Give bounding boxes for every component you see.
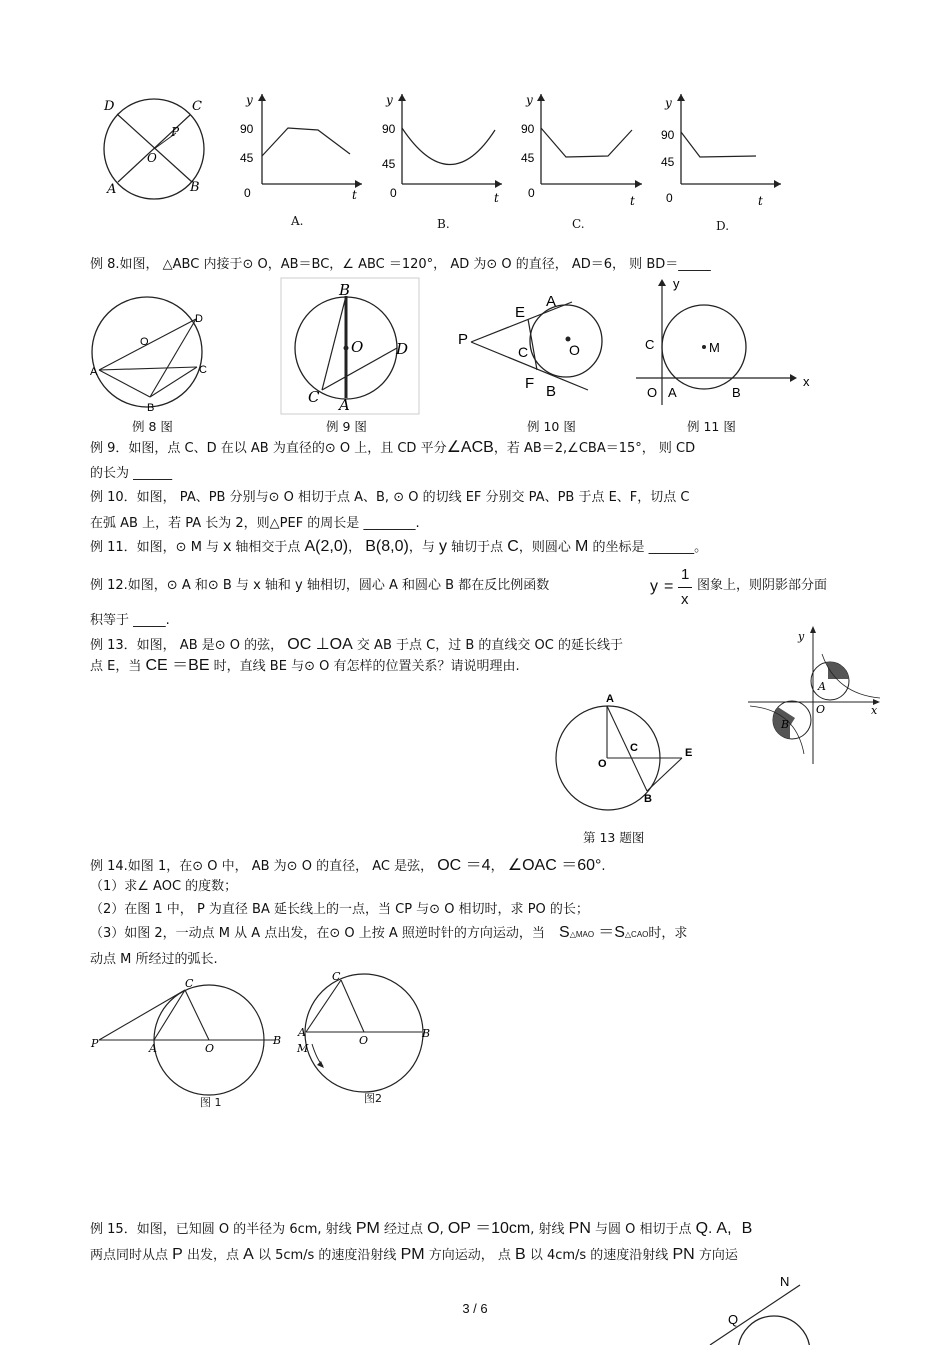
- graph-b-caption: B.: [437, 217, 450, 231]
- example-9-line-2: 的长为 ______: [90, 466, 173, 481]
- graph-a-45: 45: [240, 151, 254, 165]
- fig11-b: B: [732, 385, 741, 400]
- fig9-c: C: [308, 388, 320, 406]
- fig12-b: B: [781, 718, 790, 731]
- graph-d-45: 45: [661, 155, 675, 169]
- fig9-b: B: [339, 281, 351, 299]
- label-o: O: [147, 151, 157, 165]
- fig10-o: O: [569, 342, 580, 358]
- example-13-line-1: 例 13．如图， AB 是⊙ O 的弦， OC ⊥OA 交 AB 于点 C，过 B 的直线交 OC 的延长线于: [90, 636, 623, 653]
- graph-a: [240, 93, 362, 202]
- fig8-caption: 例 8 图: [132, 419, 173, 434]
- inverse-function-formula: y = 1 x: [650, 566, 694, 610]
- fig14-1-c: C: [185, 977, 194, 990]
- fig10-a: A: [546, 293, 557, 310]
- chord-circle-figure: [103, 99, 204, 199]
- graph-c-y: y: [526, 93, 533, 107]
- fig14-1-o: O: [205, 1042, 215, 1055]
- fig11-x: x: [803, 374, 810, 389]
- fig9-d: D: [396, 340, 409, 358]
- example-14-q3: （3）如图 2，一动点 M 从 A 点出发，在⊙ O 上按 A 照逆时针的方向运动，当 S△MAO ＝S△CAO时，求: [90, 924, 688, 941]
- fig14-2-caption: 图2: [364, 1092, 382, 1105]
- fig8-o: O: [140, 336, 149, 348]
- graph-d-zero: 0: [666, 191, 673, 205]
- fig11-y: y: [673, 276, 680, 291]
- graph-d-t: t: [758, 194, 763, 208]
- fig11-a: A: [668, 385, 677, 400]
- fig13-e: E: [685, 747, 693, 759]
- fig10-c: C: [518, 344, 529, 360]
- fig14-2-a: A: [298, 1026, 306, 1039]
- figure-8: [90, 297, 207, 414]
- fig11-caption: 例 11 图: [687, 419, 736, 434]
- figure-14-2: [296, 970, 430, 1092]
- graph-b-45: 45: [382, 157, 396, 171]
- graph-c: [521, 93, 642, 208]
- graph-c-t: t: [630, 194, 635, 208]
- example-10-line-2: 在弧 AB 上，若 PA 长为 2，则△PEF 的周长是 ________.: [90, 516, 420, 531]
- graph-b-zero: 0: [390, 186, 397, 200]
- figure-12: [740, 622, 890, 772]
- label-b: B: [190, 180, 200, 195]
- label-a: A: [107, 182, 117, 197]
- fig8-d: D: [195, 313, 203, 325]
- label-c: C: [192, 99, 202, 114]
- fig14-2-o: O: [359, 1034, 369, 1047]
- fig9-a: A: [339, 396, 350, 414]
- example-15-line-1: 例 15．如图，已知圆 O 的半径为 6cm, 射线 PM 经过点 O, OP ＝10cm, 射线 PN 与圆 O 相切于点 Q. A, B: [90, 1220, 753, 1237]
- example-15-line-2: 两点同时从点 P 出发，点 A 以 5cm/s 的速度沿射线 PM 方向运动， 点 B 以 4cm/s 的速度沿射线 PN 方向运: [90, 1246, 738, 1263]
- fig14-1-caption: 图 1: [200, 1096, 222, 1109]
- example-14-q4: 动点 M 所经过的弧长.: [90, 952, 218, 967]
- top-figures: [0, 0, 950, 250]
- example-9-line-1: 例 9．如图，点 C、D 在以 AB 为直径的⊙ O 上，且 CD 平分∠ACB，若 AB＝2,∠CBA＝15°， 则 CD: [90, 439, 696, 456]
- graph-a-y: y: [246, 93, 253, 107]
- graph-a-zero: 0: [244, 186, 251, 200]
- figure-14: [85, 970, 465, 1110]
- example-14-q1: （1）求∠ AOC 的度数；: [90, 879, 238, 894]
- graph-b: [382, 93, 502, 205]
- graph-d-90: 90: [661, 128, 675, 142]
- example-12-line-2: 积等于 _____.: [90, 613, 170, 628]
- graph-d: [661, 94, 781, 208]
- graph-c-caption: C.: [572, 217, 585, 231]
- label-p: P: [171, 125, 180, 139]
- fig8-c: C: [199, 364, 207, 376]
- example-11-line: 例 11．如图，⊙ M 与 x 轴相交于点 A(2,0)， B(8,0)，与 y 轴切于点 C，则圆心 M 的坐标是 _______。: [90, 538, 708, 555]
- fig14-2-b: B: [422, 1027, 431, 1040]
- graph-c-45: 45: [521, 151, 535, 165]
- graph-a-caption: A.: [291, 214, 304, 228]
- fig10-e: E: [515, 304, 526, 321]
- fig13-c: C: [630, 742, 638, 754]
- example-8-text: 例 8.如图， △ABC 内接于⊙ O，AB＝BC，∠ ABC ＝120°， AD 为⊙ O 的直径， AD＝6， 则 BD＝_____: [90, 257, 711, 272]
- fig14-2-c: C: [332, 970, 341, 983]
- graph-c-zero: 0: [528, 186, 535, 200]
- fig13-caption: 第 13 题图: [583, 830, 645, 845]
- fig15-q: Q: [728, 1312, 739, 1327]
- fig14-1-a: A: [149, 1042, 157, 1055]
- fig9-caption: 例 9 图: [326, 419, 367, 434]
- figure-13: [550, 685, 720, 815]
- fig12-x: x: [871, 704, 878, 717]
- fig11-m: M: [709, 340, 720, 355]
- graph-b-t: t: [494, 191, 499, 205]
- graph-a-t: t: [352, 188, 357, 202]
- graph-d-caption: D.: [716, 219, 730, 233]
- fig11-o: O: [647, 385, 658, 400]
- example-14-q2: （2）在图 1 中， P 为直径 BA 延长线上的一点，当 CP 与⊙ O 相切时，求 PO 的长；: [90, 902, 589, 917]
- figures-row-2: [0, 275, 950, 435]
- graph-c-90: 90: [521, 122, 535, 136]
- fig10-caption: 例 10 图: [527, 419, 576, 434]
- fig10-f: F: [525, 375, 535, 392]
- fig10-b: B: [546, 383, 557, 400]
- example-12-line-1: 例 12.如图，⊙ A 和⊙ B 与 x 轴和 y 轴相切，圆心 A 和圆心 B 都在反比例函数: [90, 578, 550, 593]
- page-number: 3 / 6: [462, 1301, 488, 1316]
- label-d: D: [104, 99, 115, 114]
- fig13-b: B: [644, 793, 652, 805]
- graph-d-y: y: [665, 96, 672, 110]
- fig12-y: y: [798, 630, 805, 643]
- fig9-o: O: [351, 338, 364, 356]
- fig13-o: O: [598, 758, 607, 770]
- fig10-p: P: [458, 331, 469, 348]
- example-12-line-1b: 图象上，则阴影部分面: [697, 578, 828, 593]
- fig12-a: A: [818, 680, 826, 693]
- figure-11: [636, 276, 810, 405]
- figure-14-1: [90, 977, 281, 1095]
- fig15-n: N: [780, 1274, 790, 1289]
- fig14-1-p: P: [91, 1037, 99, 1050]
- fig8-b: B: [147, 402, 155, 414]
- fig13-a: A: [606, 693, 614, 705]
- fig14-1-b: B: [273, 1034, 282, 1047]
- fig8-a: A: [90, 366, 98, 378]
- graph-b-90: 90: [382, 122, 396, 136]
- example-14-line-1: 例 14.如图 1，在⊙ O 中， AB 为⊙ O 的直径， AC 是弦， OC ＝4， ∠OAC ＝60°.: [90, 857, 606, 874]
- example-10-line-1: 例 10．如图， PA、PB 分别与⊙ O 相切于点 A、B, ⊙ O 的切线 EF 分别交 PA、PB 于点 E、F，切点 C: [90, 490, 690, 505]
- figure-9: [281, 278, 419, 414]
- fig14-2-m: M: [297, 1042, 309, 1055]
- example-13-line-2: 点 E，当 CE ＝BE 时，直线 BE 与⊙ O 有怎样的位置关系？请说明理由.: [90, 657, 520, 674]
- fig11-c: C: [645, 337, 655, 352]
- fig12-o: O: [816, 703, 826, 716]
- graph-a-90: 90: [240, 122, 254, 136]
- graph-b-y: y: [386, 93, 393, 107]
- figure-10: [458, 293, 602, 400]
